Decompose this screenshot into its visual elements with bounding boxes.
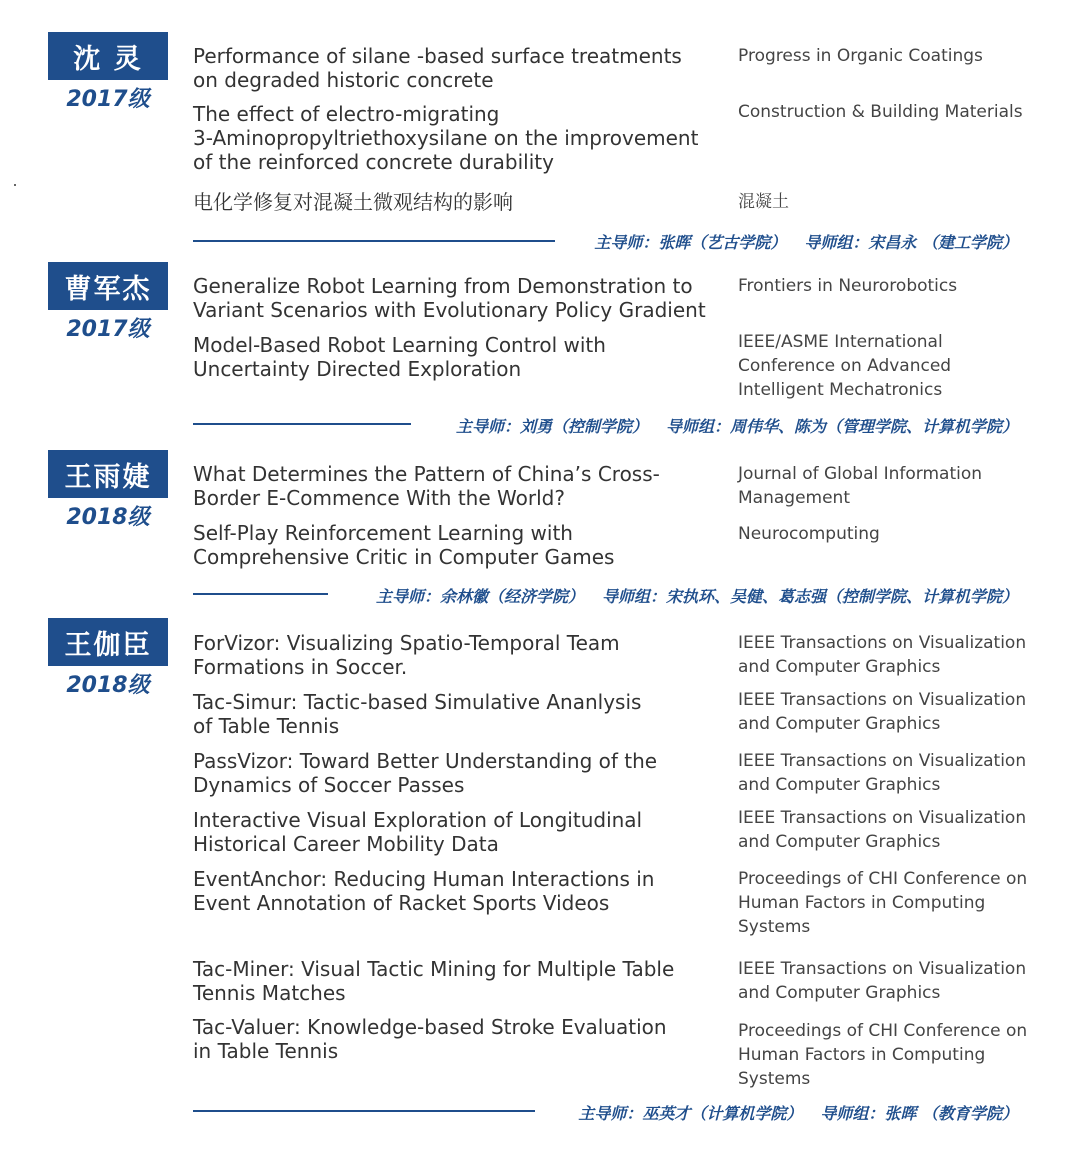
paper-title-line: Model-Based Robot Learning Control with [193, 333, 606, 357]
journal-name [738, 190, 789, 214]
journal-name-line: IEEE/ASME International [738, 332, 943, 352]
paper-title-line: Historical Career Mobility Data [193, 832, 499, 856]
journal-name-line: IEEE Transactions on Visualization [738, 959, 1027, 979]
advisor-line [376, 584, 1018, 607]
supervisor-group: 导师组：张晖 （教育学院） [820, 1104, 1018, 1123]
student-year: 2018级 [66, 505, 150, 530]
journal-name-line: Proceedings of CHI Conference on [738, 869, 1028, 889]
paper-title-line: Performance of silane -based surface treatments [193, 44, 682, 68]
paper-title-line: Dynamics of Soccer Passes [193, 773, 465, 797]
journal-name-line: Systems [738, 917, 811, 937]
paper-title [193, 957, 674, 1005]
journal-name-line: Construction & Building Materials [738, 102, 1023, 122]
journal-name [738, 749, 1026, 797]
paper-title [193, 462, 660, 510]
journal-name [738, 44, 983, 68]
paper-title-line: 电化学修复对混凝土微观结构的影响 [193, 190, 513, 214]
journal-name [738, 522, 880, 546]
paper-title [193, 521, 614, 569]
paper-title-line: What Determines the Pattern of China’s Cross- [193, 462, 660, 486]
paper-title [193, 749, 657, 797]
journal-name-line: Neurocomputing [738, 524, 880, 544]
supervisor-group: 导师组：周伟华、陈为（管理学院、计算机学院） [665, 417, 1018, 436]
supervisor-group: 导师组：宋昌永 （建工学院） [804, 233, 1018, 252]
journal-name [738, 462, 982, 510]
journal-name-line: Management [738, 488, 850, 508]
journal-name-line: and Computer Graphics [738, 832, 941, 852]
paper-title-line: Event Annotation of Racket Sports Videos [193, 891, 610, 915]
journal-name [738, 100, 1023, 124]
advisor-line [578, 1101, 1018, 1124]
paper-title-line: PassVizor: Toward Better Understanding of the [193, 749, 658, 773]
student-year: 2018级 [66, 673, 150, 698]
paper-title-line: Self-Play Reinforcement Learning with [193, 521, 573, 545]
main-supervisor: 主导师：张晖（艺古学院） [594, 233, 787, 252]
journal-name-line: IEEE Transactions on Visualization [738, 808, 1027, 828]
journal-name-line: and Computer Graphics [738, 657, 941, 677]
journal-name [738, 867, 1027, 939]
journal-name [738, 957, 1026, 1005]
paper-title-line: Generalize Robot Learning from Demonstration to [193, 274, 693, 298]
paper-title-line: Tennis Matches [193, 981, 346, 1005]
journal-name-line: Human Factors in Computing [738, 893, 986, 913]
student-year: 2017级 [66, 87, 150, 112]
stray-dot [14, 184, 16, 186]
paper-title-line: Border E-Commence With the World? [193, 486, 565, 510]
paper-title-line: Interactive Visual Exploration of Longitudinal [193, 808, 643, 832]
journal-name-line: IEEE Transactions on Visualization [738, 751, 1027, 771]
student-year: 2017级 [66, 317, 150, 342]
paper-title [193, 190, 513, 214]
paper-title [193, 631, 620, 679]
journal-name-line: and Computer Graphics [738, 983, 941, 1003]
section-divider [193, 593, 328, 595]
paper-title-line: of the reinforced concrete durability [193, 150, 554, 174]
journal-name [738, 806, 1026, 854]
journal-name-line: Journal of Global Information [738, 464, 983, 484]
main-supervisor: 主导师：余林徽（经济学院） [375, 587, 584, 606]
journal-name-line: Proceedings of CHI Conference on [738, 1021, 1028, 1041]
journal-name [738, 1019, 1027, 1091]
student-name-badge: 王雨婕 [48, 450, 168, 498]
journal-name [738, 274, 957, 298]
paper-title-line: Comprehensive Critic in Computer Games [193, 545, 615, 569]
paper-title [193, 690, 641, 738]
student-name-badge: 曹军杰 [48, 262, 168, 310]
paper-title-line: The effect of electro-migrating [193, 102, 500, 126]
paper-title [193, 274, 706, 322]
advisor-line [594, 230, 1018, 253]
advisor-line [456, 414, 1018, 437]
student-name-badge: 王伽臣 [48, 618, 168, 666]
paper-title-line: Tac-Simur: Tactic-based Simulative Ananlysis [193, 690, 642, 714]
paper-title-line: 3-Aminopropyltriethoxysilane on the improvement [193, 126, 699, 150]
main-supervisor: 主导师：刘勇（控制学院） [455, 417, 648, 436]
journal-name-line: and Computer Graphics [738, 775, 941, 795]
student-name-badge: 沈 灵 [48, 32, 168, 80]
journal-name-line: Human Factors in Computing [738, 1045, 986, 1065]
journal-name-line: IEEE Transactions on Visualization [738, 690, 1027, 710]
paper-title [193, 1015, 667, 1063]
journal-name-line: Systems [738, 1069, 811, 1089]
journal-name [738, 688, 1026, 736]
paper-title-line: Tac-Miner: Visual Tactic Mining for Multiple Table [193, 957, 675, 981]
journal-name-line: IEEE Transactions on Visualization [738, 633, 1027, 653]
paper-title-line: EventAnchor: Reducing Human Interactions in [193, 867, 655, 891]
main-supervisor: 主导师：巫英才（计算机学院） [578, 1104, 803, 1123]
journal-name-line: Intelligent Mechatronics [738, 380, 943, 400]
section-divider [193, 240, 555, 242]
paper-title-line: ForVizor: Visualizing Spatio-Temporal Team [193, 631, 620, 655]
paper-title-line: Tac-Valuer: Knowledge-based Stroke Evaluation [193, 1015, 667, 1039]
journal-name-line: Progress in Organic Coatings [738, 46, 983, 66]
paper-title [193, 333, 606, 381]
journal-name-line: Frontiers in Neurorobotics [738, 276, 958, 296]
paper-title-line: of Table Tennis [193, 714, 340, 738]
paper-title [193, 808, 642, 856]
paper-title-line: Formations in Soccer. [193, 655, 408, 679]
supervisor-group: 导师组：宋执环、吴健、葛志强（控制学院、计算机学院） [601, 587, 1018, 606]
section-divider [193, 423, 411, 425]
journal-name-line: Conference on Advanced [738, 356, 952, 376]
paper-title-line: Variant Scenarios with Evolutionary Policy Gradient [193, 298, 706, 322]
paper-title-line: Uncertainty Directed Exploration [193, 357, 522, 381]
section-divider [193, 1110, 535, 1112]
paper-title [193, 44, 682, 92]
journal-name-line: and Computer Graphics [738, 714, 941, 734]
journal-name [738, 330, 951, 402]
paper-title [193, 867, 654, 915]
journal-name [738, 631, 1026, 679]
journal-name-line: 混凝土 [738, 192, 789, 212]
paper-title-line: in Table Tennis [193, 1039, 339, 1063]
paper-title [193, 102, 698, 174]
paper-title-line: on degraded historic concrete [193, 68, 494, 92]
